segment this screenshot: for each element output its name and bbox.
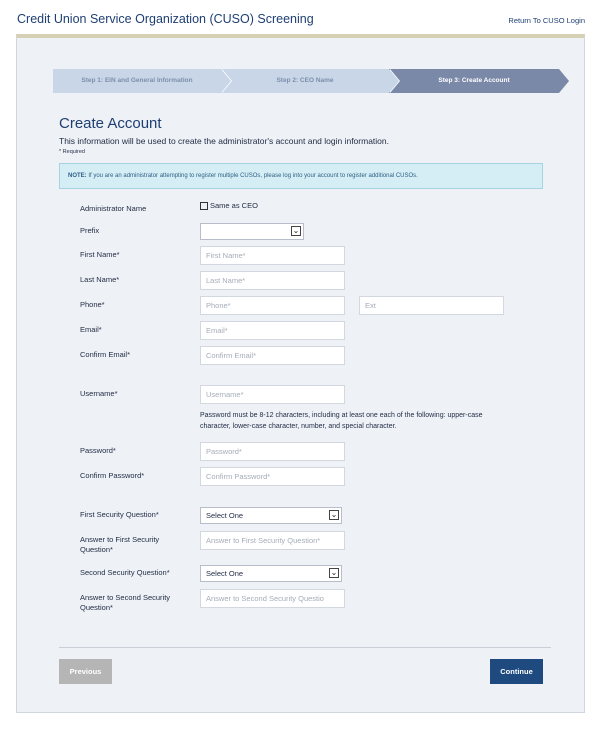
step-3-active: Step 3: Create Account	[389, 69, 559, 93]
last-name-input[interactable]: Last Name*	[200, 271, 345, 290]
sec-q2-value: Select One	[206, 569, 244, 578]
required-note: * Required	[59, 149, 85, 155]
first-name-input[interactable]: First Name*	[200, 246, 345, 265]
note-text: If you are an administrator attempting to register multiple CUSOs, please log into your account to register additional CUSOs.	[86, 173, 418, 179]
form-panel	[16, 34, 585, 713]
answer2-label: Answer to Second Security Question*	[80, 593, 171, 612]
same-as-ceo-checkbox[interactable]	[200, 201, 258, 210]
previous-button[interactable]: Previous	[59, 659, 112, 684]
password-label: Password*	[80, 446, 116, 455]
confirm-password-input[interactable]: Confirm Password*	[200, 467, 345, 486]
last-name-label: Last Name*	[80, 275, 120, 284]
answer1-input[interactable]: Answer to First Security Question*	[200, 531, 345, 550]
ext-input[interactable]: Ext	[359, 296, 504, 315]
answer2-input[interactable]: Answer to Second Security Questio	[200, 589, 345, 608]
username-input[interactable]: Username*	[200, 385, 345, 404]
sec-q2-select[interactable]	[200, 565, 342, 582]
phone-label: Phone*	[80, 300, 105, 309]
prefix-label: Prefix	[80, 226, 100, 235]
progress-steps	[53, 69, 559, 93]
sec-q1-label: First Security Question*	[80, 510, 159, 519]
chevron-down-icon: ⌄	[330, 568, 338, 577]
step-arrow	[221, 69, 231, 93]
first-name-label: First Name*	[80, 250, 120, 259]
chevron-down-icon: ⌄	[292, 226, 300, 235]
sec-q2-label: Second Security Question*	[80, 568, 170, 577]
confirm-password-label: Confirm Password*	[80, 471, 145, 480]
password-rules: Password must be 8-12 characters, including at least one each of the following: upper-case character, lower-case character, number, and special character.	[200, 412, 483, 430]
page-header	[0, 0, 602, 34]
step-2: Step 2: CEO Name	[221, 69, 389, 93]
username-label: Username*	[80, 389, 118, 398]
prefix-select[interactable]	[200, 223, 304, 240]
step-arrow	[559, 69, 569, 93]
answer1-label: Answer to First Security Question*	[80, 535, 160, 554]
form-heading: Create Account	[59, 115, 162, 132]
step-1: Step 1: EIN and General Information	[53, 69, 221, 93]
email-input[interactable]: Email*	[200, 321, 345, 340]
intro-text: This information will be used to create the administrator's account and login information.	[59, 136, 389, 146]
sec-q1-value: Select One	[206, 511, 244, 520]
checkbox-box[interactable]	[200, 202, 208, 210]
same-as-ceo-label: Same as CEO	[210, 201, 258, 210]
phone-input[interactable]: Phone*	[200, 296, 345, 315]
chevron-down-icon: ⌄	[330, 510, 338, 519]
confirm-email-label: Confirm Email*	[80, 350, 131, 359]
step-arrow	[389, 69, 399, 93]
email-label: Email*	[80, 325, 102, 334]
return-to-login-link[interactable]: Return To CUSO Login	[508, 16, 585, 25]
note-label: NOTE:	[68, 173, 87, 179]
note-box	[59, 163, 543, 189]
password-input[interactable]: Password*	[200, 442, 345, 461]
divider	[59, 647, 551, 648]
continue-button[interactable]: Continue	[490, 659, 543, 684]
admin-name-label: Administrator Name	[80, 204, 147, 213]
sec-q1-select[interactable]	[200, 507, 342, 524]
confirm-email-input[interactable]: Confirm Email*	[200, 346, 345, 365]
page-title: Credit Union Service Organization (CUSO) Screening	[17, 12, 314, 26]
